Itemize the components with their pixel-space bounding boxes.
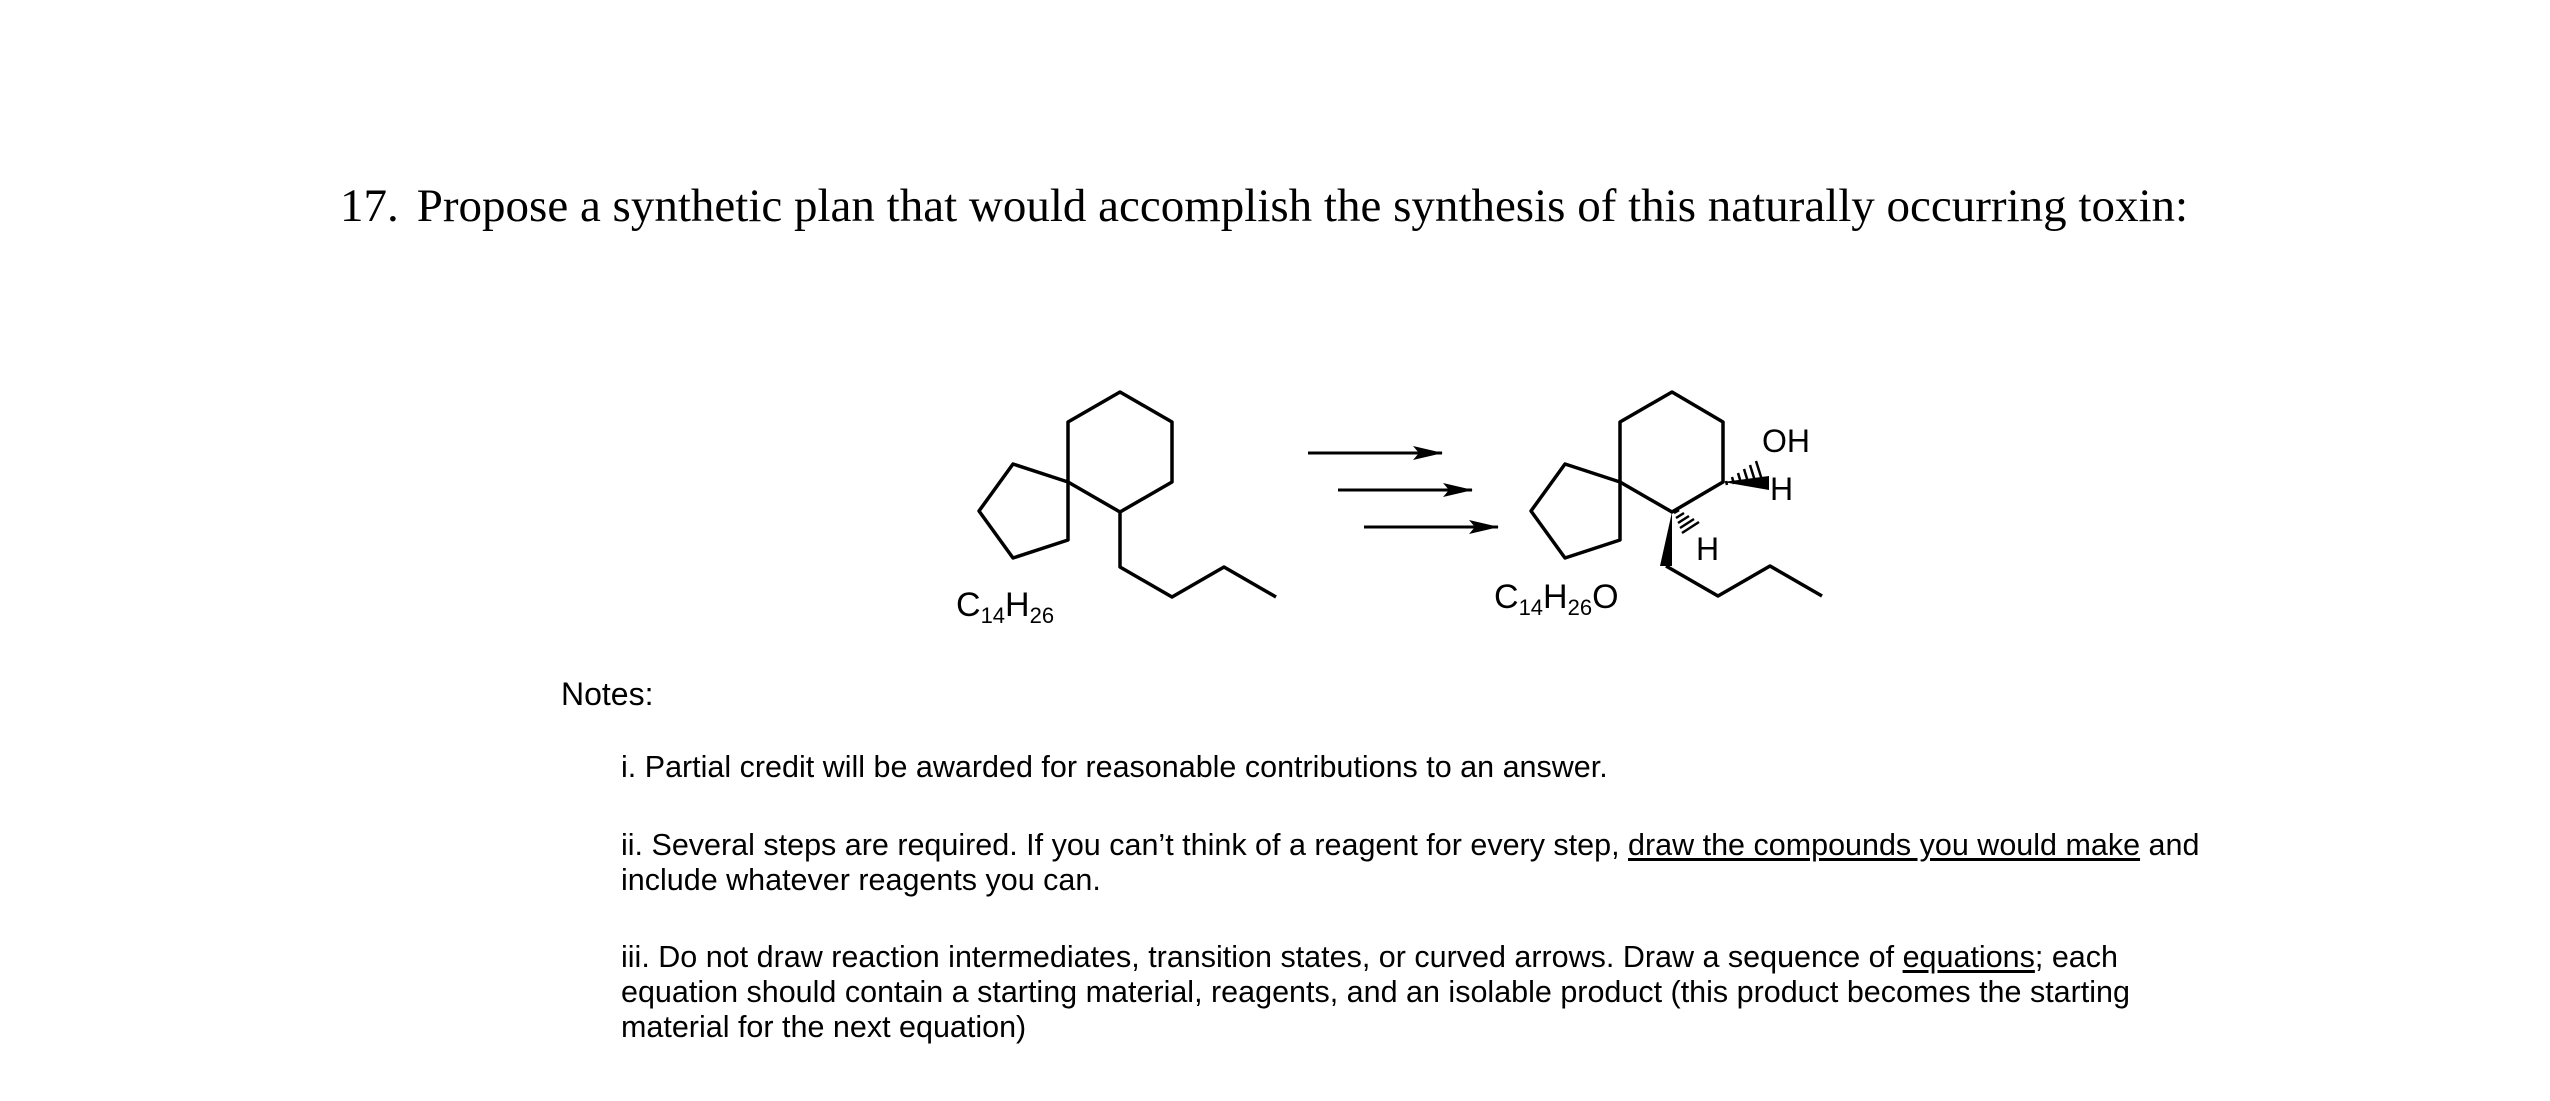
cyclopentane-ring — [1531, 464, 1620, 558]
note-i-text: i. Partial credit will be awarded for reasonable contributions to an answer. — [621, 750, 1608, 784]
hashed-bond-h-lower — [1674, 510, 1699, 533]
note-ii — [621, 828, 2241, 898]
label-h-lower: H — [1696, 531, 1720, 567]
question-text: Propose a synthetic plan that would accomplish the synthesis of this naturally occurring toxin: — [416, 180, 2189, 232]
label-oh: OH — [1762, 423, 1810, 459]
starting-material-structure — [979, 392, 1276, 597]
note-iii-underlined: equations — [1902, 940, 2035, 974]
note-ii-text: ii. Several steps are required. If you can’t think of a reagent for every step, — [621, 828, 1629, 862]
cyclopentane-ring — [979, 464, 1068, 558]
note-i — [621, 750, 2241, 785]
note-iii-text: iii. Do not draw reaction intermediates, transition states, or curved arrows. Draw a sequence of — [621, 940, 1903, 974]
butyl-chain — [1120, 512, 1276, 597]
note-ii-text-end: and include whatever reagents you can. — [621, 828, 2200, 897]
label-h-upper: H — [1770, 471, 1794, 507]
note-iii-text-end: ; each equation should contain a starting material, reagents, and an isolable product (this product becomes the starting material for the next equation) — [621, 940, 2130, 1044]
note-ii-underlined: draw the compounds you would make — [1628, 828, 2141, 862]
butyl-chain — [1666, 566, 1822, 596]
product-formula: $C_{14}H_{26}O$ — [1494, 578, 1619, 620]
starting-material-formula: $C_{14}H_{26}$ — [956, 586, 1055, 628]
multistep-arrows — [1308, 453, 1498, 527]
notes-title: Notes: — [561, 676, 654, 712]
note-iii — [621, 940, 2241, 1045]
cyclohexane-ring — [1620, 392, 1723, 512]
wedge-bond — [1660, 512, 1672, 566]
question-number: 17. — [340, 180, 399, 232]
cyclohexane-ring — [1068, 392, 1172, 512]
